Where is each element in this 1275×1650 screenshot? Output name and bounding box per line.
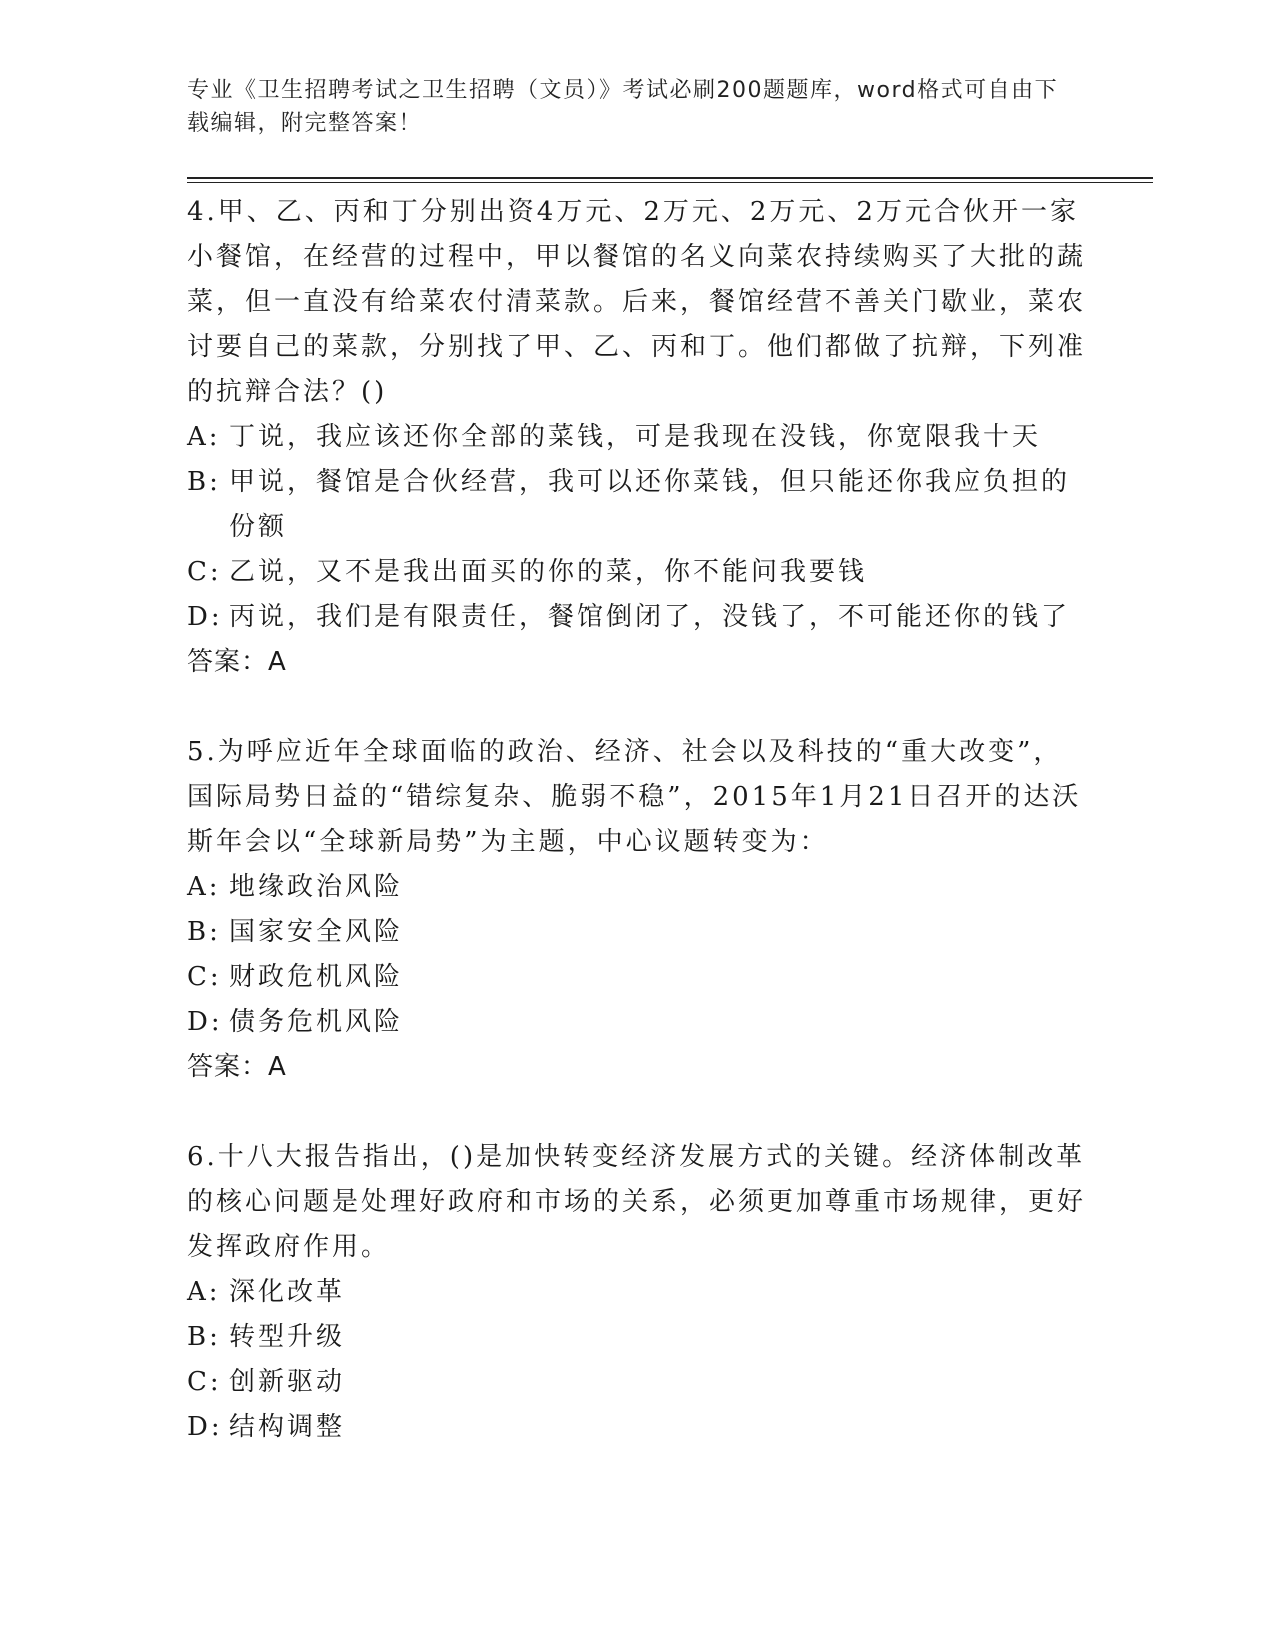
option-text: 深化改革: [229, 1277, 346, 1307]
option-text: 丙说，我们是有限责任，餐馆倒闭了，没钱了，不可能还你的钱了: [229, 602, 1071, 632]
option-d: [187, 1000, 1087, 1045]
option-text: 丁说，我应该还你全部的菜钱，可是我现在没钱，你宽限我十天: [229, 422, 1042, 452]
option-letter: D:: [187, 602, 223, 632]
option-text: 结构调整: [229, 1412, 346, 1442]
option-letter: C:: [187, 962, 222, 992]
option-a: [187, 865, 1087, 910]
question-stem: 6.十八大报告指出，()是加快转变经济发展方式的关键。经济体制改革的核心问题是处理好政府和市场的关系，必须更加尊重市场规律，更好发挥政府作用。: [187, 1142, 1087, 1262]
option-c: [187, 955, 1087, 1000]
option-b: [187, 460, 1087, 550]
answer-line: 答案：A: [187, 1052, 287, 1082]
option-b: [187, 1315, 1087, 1360]
header-rule-thin: [187, 182, 1153, 183]
option-text: 乙说，又不是我出面买的你的菜，你不能问我要钱: [229, 557, 868, 587]
option-text: 转型升级: [229, 1322, 346, 1352]
option-text: 国家安全风险: [229, 917, 404, 947]
option-letter: A:: [187, 422, 221, 452]
question-gap: [187, 685, 1087, 730]
option-letter: A:: [187, 1277, 221, 1307]
option-letter: B:: [187, 917, 221, 947]
option-a: [187, 415, 1087, 460]
option-letter: D:: [187, 1007, 223, 1037]
option-letter: B:: [187, 467, 221, 497]
question-gap: [187, 1090, 1087, 1135]
option-text: 财政危机风险: [229, 962, 404, 992]
option-text: 甲说，餐馆是合伙经营，我可以还你菜钱，但只能还你我应负担的份额: [229, 467, 1071, 542]
question-stem: 5.为呼应近年全球面临的政治、经济、社会以及科技的“重大改变”，国际局势日益的“错综复杂、脆弱不稳”，2015年1月21日召开的达沃斯年会以“全球新局势”为主题，中心议题转变为：: [187, 737, 1082, 857]
question-6: [187, 1135, 1087, 1450]
question-stem: 4.甲、乙、丙和丁分别出资4万元、2万元、2万元、2万元合伙开一家小餐馆，在经营的过程中，甲以餐馆的名义向菜农持续购买了大批的蔬菜，但一直没有给菜农付清菜款。后来，餐馆经营不善关门歇业，菜农讨要自己的菜款，分别找了甲、乙、丙和丁。他们都做了抗辩，下列准的抗辩合法？(): [187, 197, 1087, 407]
option-letter: D:: [187, 1412, 223, 1442]
question-list: [187, 190, 1087, 1450]
option-a: [187, 1270, 1087, 1315]
header-rule-thick: [187, 177, 1153, 179]
option-c: [187, 550, 1087, 595]
option-text: 债务危机风险: [229, 1007, 404, 1037]
option-text: 创新驱动: [229, 1367, 346, 1397]
option-c: [187, 1360, 1087, 1405]
option-letter: A:: [187, 872, 221, 902]
document-header: 专业《卫生招聘考试之卫生招聘（文员）》考试必刷200题题库，word格式可自由下载编辑，附完整答案！: [187, 78, 1059, 136]
option-letter: C:: [187, 1367, 222, 1397]
option-letter: B:: [187, 1322, 221, 1352]
option-b: [187, 910, 1087, 955]
option-d: [187, 1405, 1087, 1450]
option-d: [187, 595, 1087, 640]
option-text: 地缘政治风险: [229, 872, 404, 902]
option-letter: C:: [187, 557, 222, 587]
answer-line: 答案：A: [187, 647, 287, 677]
question-5: [187, 730, 1087, 1090]
question-4: [187, 190, 1087, 685]
